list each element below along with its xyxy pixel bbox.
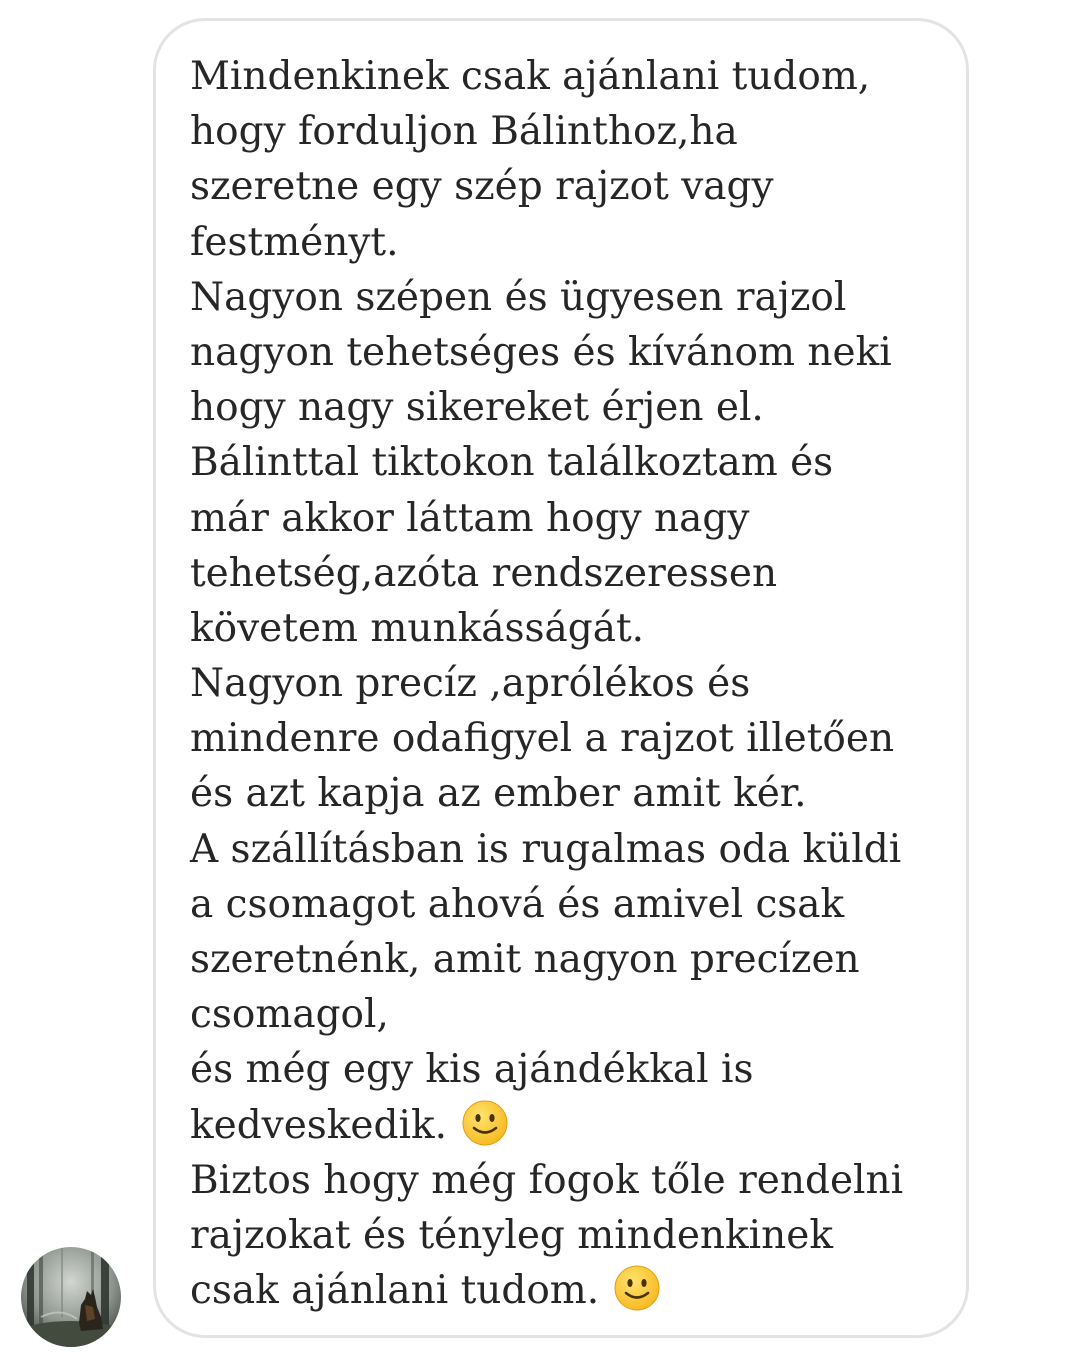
message-line: Bálinttal tiktokon találkoztam és xyxy=(190,440,834,486)
message-line: nagyon tehetséges és kívánom neki xyxy=(190,329,892,375)
message-line: mindenre odafigyel a rajzot illetően xyxy=(190,716,895,762)
message-line: követem munkásságát. xyxy=(190,605,645,651)
message-line: tehetség,azóta rendszeressen xyxy=(190,550,778,596)
message-line: festményt. xyxy=(190,219,399,265)
slightly-smiling-face-icon xyxy=(613,1264,661,1312)
message-line: kedveskedik. xyxy=(190,1098,980,1153)
message-line: Nagyon szépen és ügyesen rajzol xyxy=(190,274,847,320)
message-line: és azt kapja az ember amit kér. xyxy=(190,771,807,817)
message-line: szeretnénk, amit nagyon precízen xyxy=(190,937,860,982)
message-line: hogy nagy sikereket érjen el. xyxy=(190,385,764,431)
message-line: már akkor láttam hogy nagy xyxy=(190,495,750,541)
message-line: szeretne egy szép rajzot vagy xyxy=(190,164,774,210)
slightly-smiling-face-icon xyxy=(461,1099,509,1147)
message-line: csak ajánlani tudom. xyxy=(190,1263,980,1318)
profile-photo-forest-dog-icon xyxy=(21,1247,121,1347)
message-line: Mindenkinek csak ajánlani tudom, xyxy=(190,54,871,99)
message-bubble[interactable] xyxy=(153,18,969,1338)
message-line: rajzokat és tényleg mindenkinek xyxy=(190,1212,833,1258)
message-line: és még egy kis ajándékkal is xyxy=(190,1047,754,1093)
message-line: a csomagot ahová és amivel csak xyxy=(190,881,845,927)
message-line: hogy forduljon Bálinthoz,ha xyxy=(190,109,738,155)
message-line: Nagyon precíz ,aprólékos és xyxy=(190,661,751,707)
avatar[interactable] xyxy=(21,1247,121,1347)
message-line: Biztos hogy még fogok tőle rendelni xyxy=(190,1157,904,1203)
message-line: A szállításban is rugalmas oda küldi xyxy=(190,826,902,872)
message-text xyxy=(190,49,980,1318)
message-line: csomagol, xyxy=(190,992,389,1038)
